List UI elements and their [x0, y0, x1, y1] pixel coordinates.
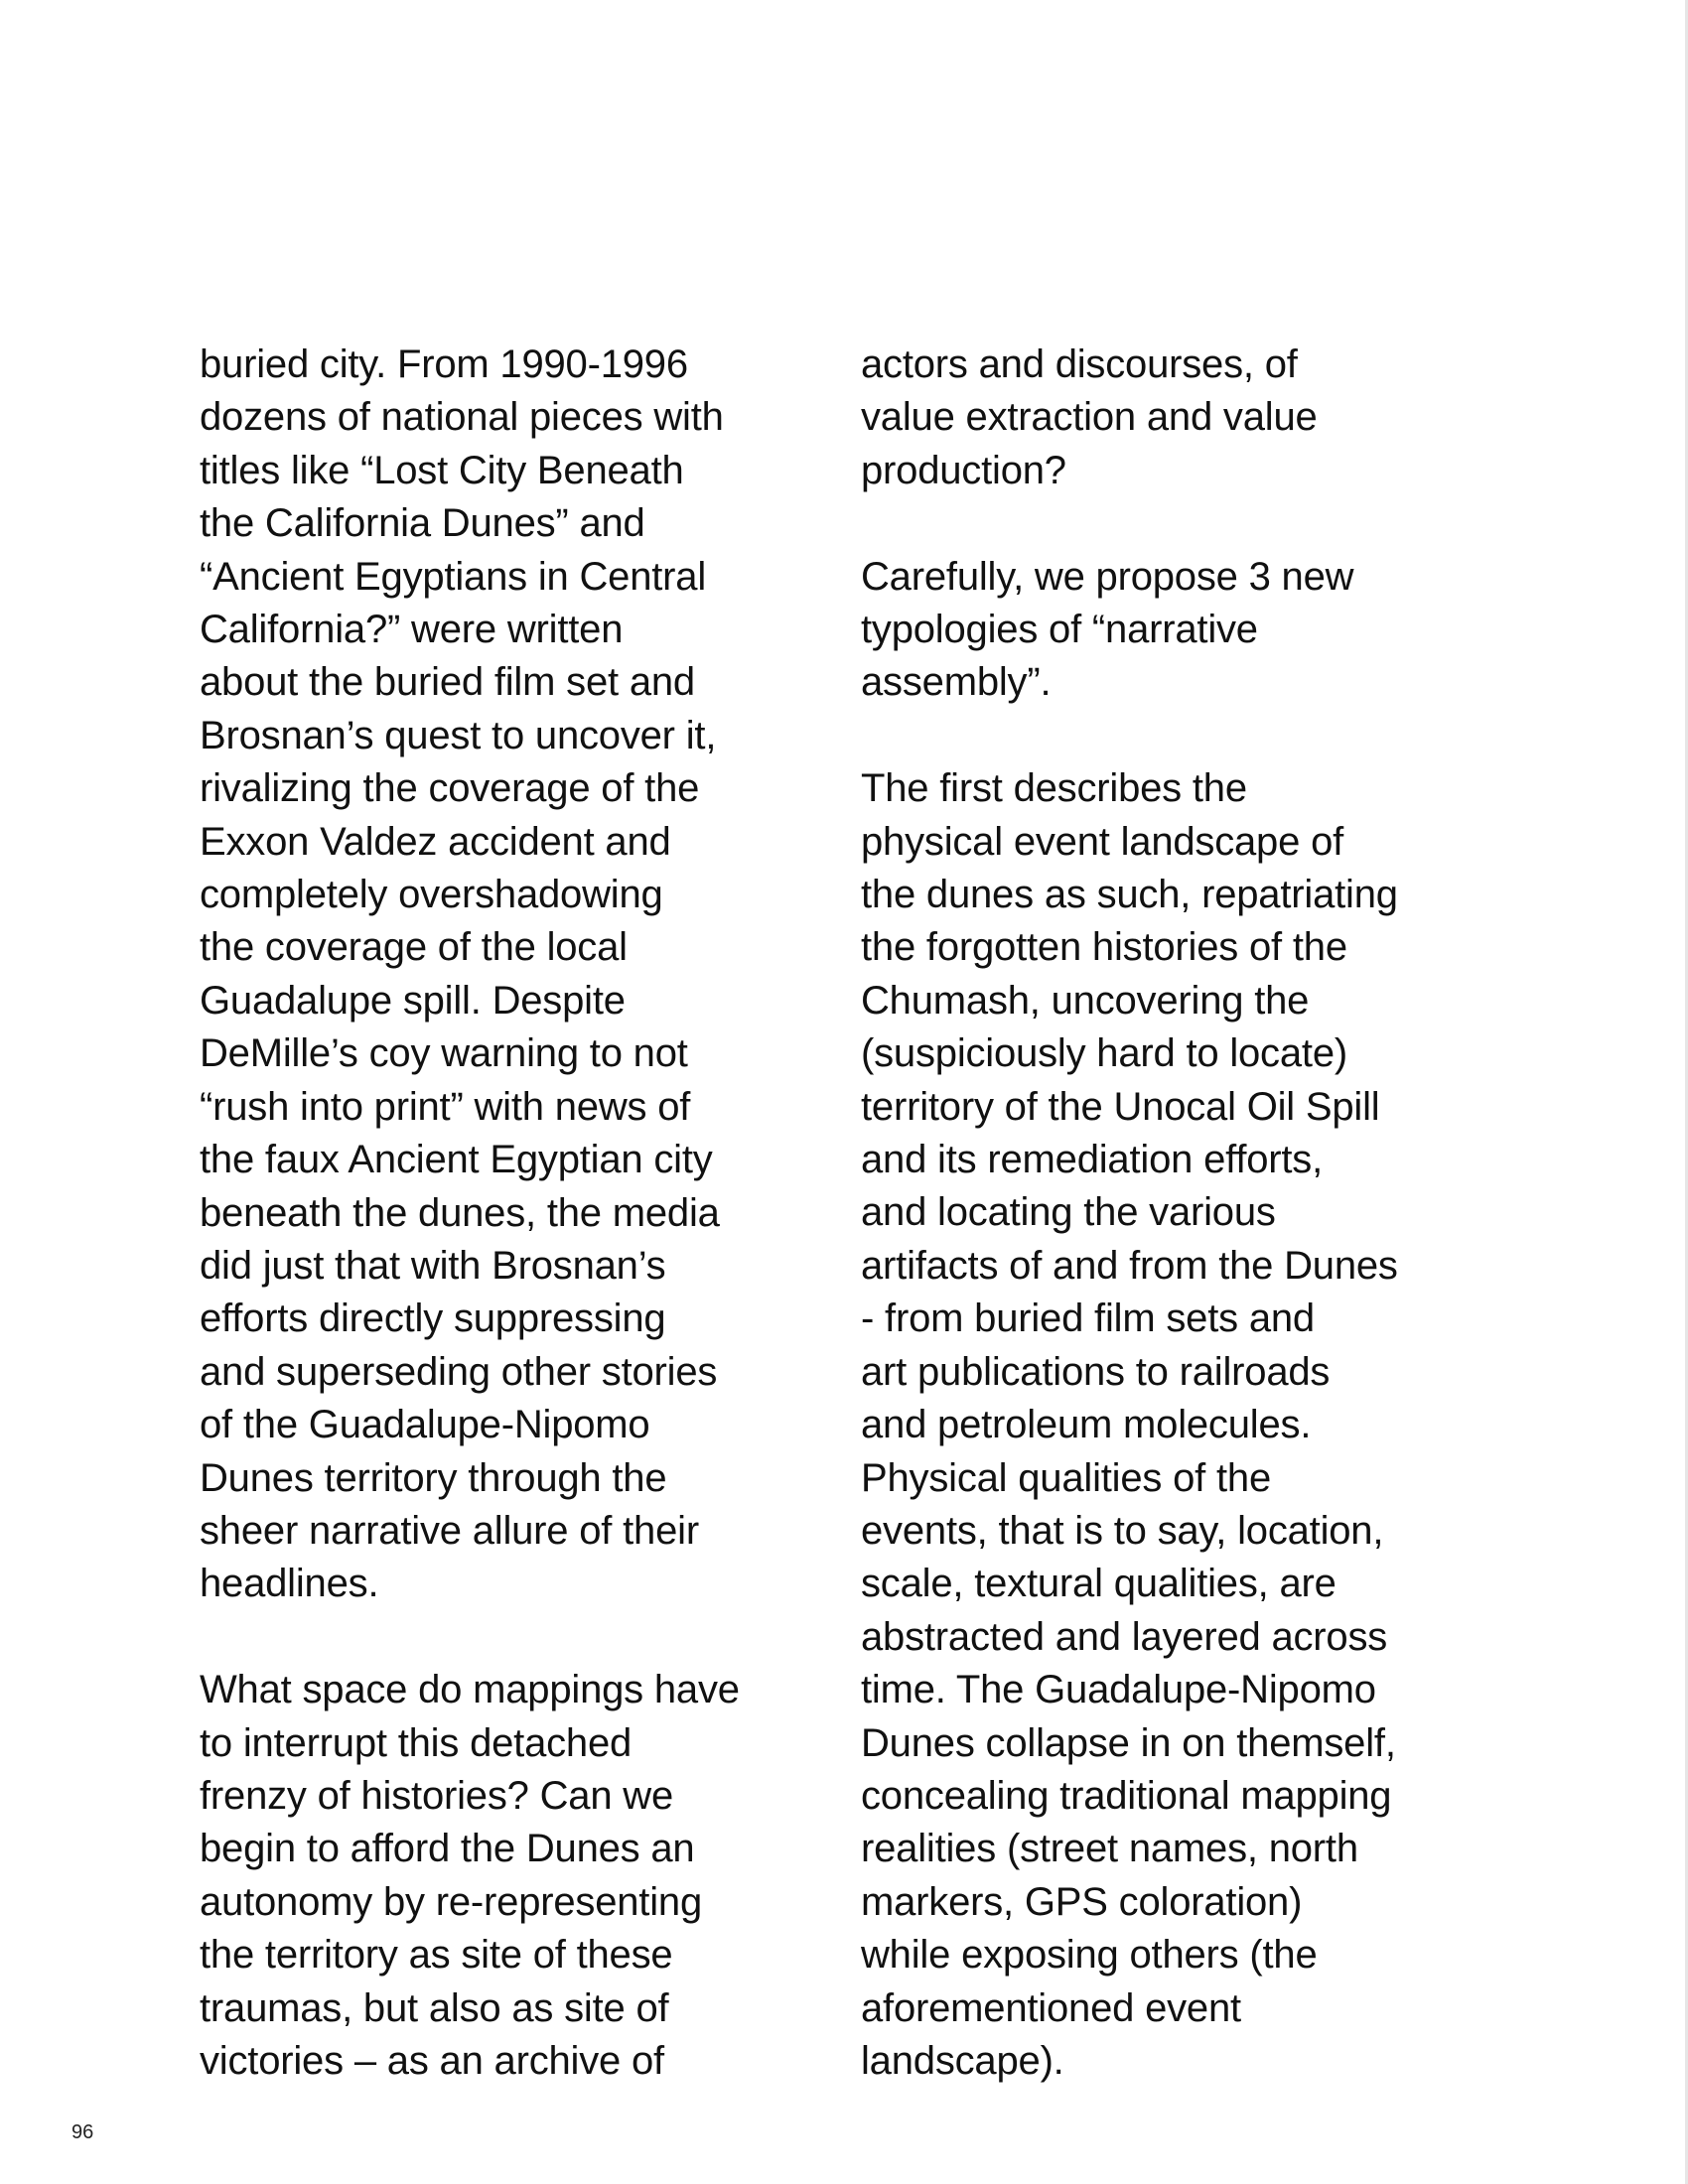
text-line: landscape). [861, 2038, 1064, 2083]
paragraph-gap [861, 497, 1496, 550]
text-line: DeMille’s coy warning to not [200, 1031, 688, 1076]
text-line: and its remediation efforts, [861, 1138, 1324, 1182]
text-line: the California Dunes” and [200, 501, 645, 546]
text-line: aforementioned event [861, 1985, 1241, 2030]
text-line: beneath the dunes, the media [200, 1190, 720, 1235]
text-line: “Ancient Egyptians in Central [200, 554, 707, 599]
text-line: rivalizing the coverage of the [200, 766, 700, 811]
text-line: artifacts of and from the Dunes [861, 1243, 1398, 1288]
right-paragraph-2 [861, 551, 1496, 710]
paragraph-gap [200, 1611, 835, 1664]
text-line: time. The Guadalupe-Nipomo [861, 1668, 1376, 1712]
text-line: completely overshadowing [200, 873, 663, 917]
text-line: art publications to railroads [861, 1349, 1331, 1394]
left-text-column [200, 339, 835, 2088]
text-line: begin to afford the Dunes an [200, 1827, 695, 1871]
text-line: did just that with Brosnan’s [200, 1243, 666, 1288]
text-line: Exxon Valdez accident and [200, 819, 671, 864]
text-line: value extraction and value [861, 395, 1318, 440]
text-line: concealing traditional mapping [861, 1773, 1392, 1818]
text-line: Guadalupe spill. Despite [200, 978, 626, 1023]
text-line: and petroleum molecules. [861, 1403, 1312, 1447]
text-line: assembly”. [861, 660, 1052, 705]
text-line: the forgotten histories of the [861, 925, 1347, 970]
text-line: markers, GPS coloration) [861, 1879, 1303, 1924]
text-line: victories – as an archive of [200, 2038, 664, 2083]
text-line: and locating the various [861, 1190, 1276, 1235]
text-line: headlines. [200, 1562, 379, 1606]
text-line: the territory as site of these [200, 1933, 673, 1978]
text-line: to interrupt this detached [200, 1720, 633, 1765]
right-paragraph-1 [861, 339, 1496, 497]
text-line: physical event landscape of [861, 819, 1344, 864]
text-line: territory of the Unocal Oil Spill [861, 1084, 1380, 1129]
text-line: actors and discourses, of [861, 342, 1298, 386]
text-line: What space do mappings have [200, 1668, 740, 1712]
text-line: of the Guadalupe-Nipomo [200, 1403, 650, 1447]
text-line: Dunes territory through the [200, 1455, 667, 1500]
left-paragraph-1 [200, 339, 835, 1611]
text-line: - from buried film sets and [861, 1297, 1315, 1341]
text-line: typologies of “narrative [861, 608, 1258, 652]
text-line: buried city. From 1990-1996 [200, 342, 688, 386]
text-line: and superseding other stories [200, 1349, 718, 1394]
text-line: production? [861, 448, 1066, 492]
text-line: scale, textural qualities, are [861, 1562, 1336, 1606]
text-line: Carefully, we propose 3 new [861, 554, 1354, 599]
text-line: Dunes collapse in on themself, [861, 1720, 1396, 1765]
right-text-column [861, 339, 1496, 2088]
text-line: autonomy by re-representing [200, 1879, 702, 1924]
text-line: frenzy of histories? Can we [200, 1773, 674, 1818]
text-line: titles like “Lost City Beneath [200, 448, 684, 492]
left-paragraph-2 [200, 1664, 835, 2088]
paragraph-gap [861, 710, 1496, 762]
text-line: the dunes as such, repatriating [861, 873, 1398, 917]
text-line: about the buried film set and [200, 660, 695, 705]
text-line: the faux Ancient Egyptian city [200, 1138, 713, 1182]
text-line: realities (street names, north [861, 1827, 1358, 1871]
text-line: efforts directly suppressing [200, 1297, 666, 1341]
text-line: sheer narrative allure of their [200, 1508, 699, 1553]
text-line: The first describes the [861, 766, 1247, 811]
text-line: events, that is to say, location, [861, 1508, 1384, 1553]
text-line: Chumash, uncovering the [861, 978, 1310, 1023]
right-paragraph-3 [861, 762, 1496, 2088]
text-line: Physical qualities of the [861, 1455, 1272, 1500]
text-line: (suspiciously hard to locate) [861, 1031, 1347, 1076]
text-line: “rush into print” with news of [200, 1084, 691, 1129]
text-line: traumas, but also as site of [200, 1985, 669, 2030]
text-line: California?” were written [200, 608, 624, 652]
page-number: 96 [71, 2121, 94, 2143]
text-line: while exposing others (the [861, 1933, 1318, 1978]
text-line: Brosnan’s quest to uncover it, [200, 713, 717, 757]
text-line: dozens of national pieces with [200, 395, 724, 440]
text-line: the coverage of the local [200, 925, 628, 970]
text-line: abstracted and layered across [861, 1614, 1388, 1659]
